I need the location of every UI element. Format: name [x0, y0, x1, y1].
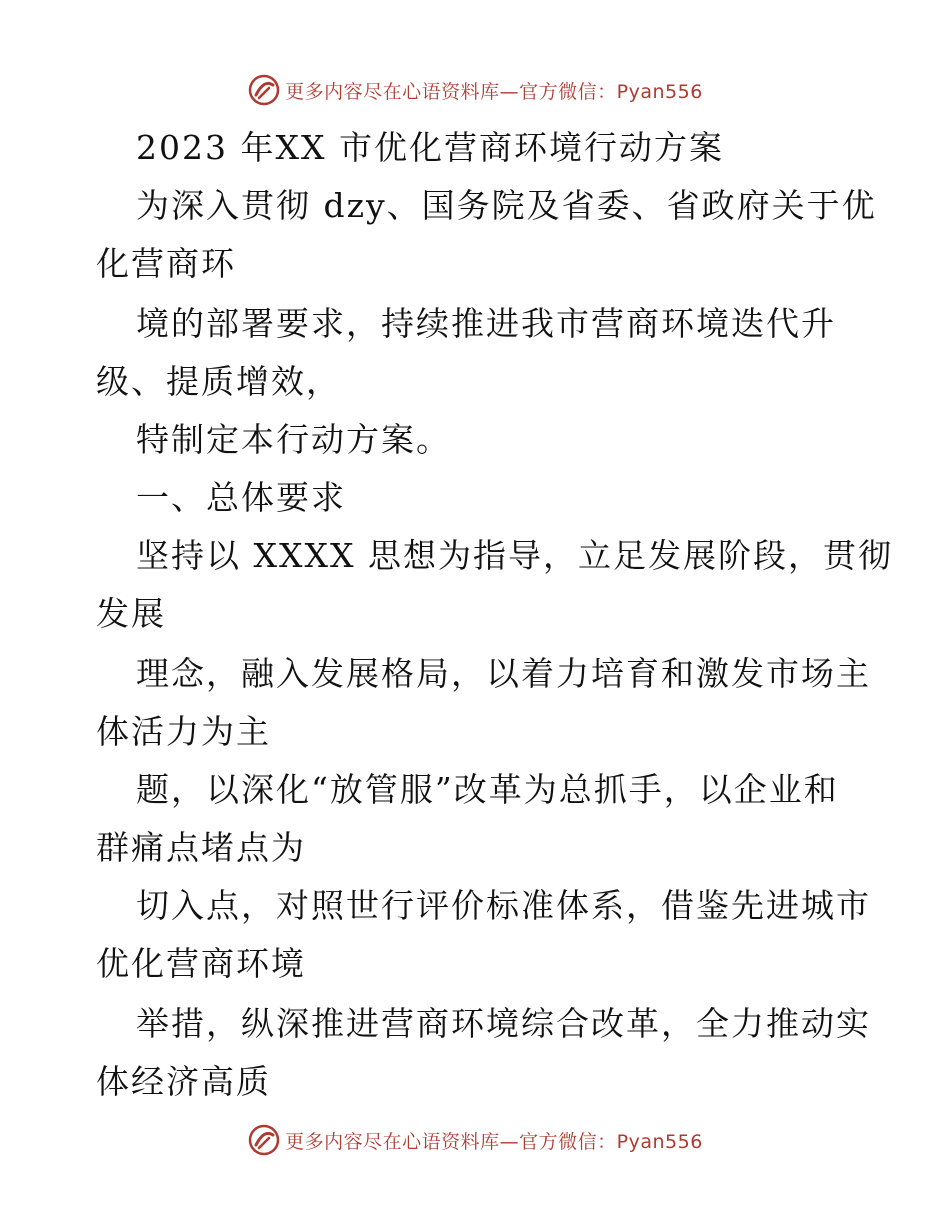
paragraph-line: 切入点，对照世行评价标准体系，借鉴先进城市 [136, 886, 871, 925]
paragraph-line: 坚持以 XXXX 思想为指导，立足发展阶段，贯彻 [136, 536, 893, 575]
paragraph-line: 发展 [96, 594, 166, 633]
watermark-header [0, 70, 950, 110]
watermark-footer [0, 1120, 950, 1160]
paragraph-line: 群痛点堵点为 [96, 828, 306, 867]
paragraph-line: 体经济高质 [96, 1062, 271, 1101]
watermark-text: 更多内容尽在心语资料库—官方微信：Pyan556 [285, 80, 703, 103]
paragraph-line: 题，以深化“放管服”改革为总抓手，以企业和 [136, 770, 839, 809]
brand-logo-icon [247, 1123, 281, 1157]
document-title: 2023 年XX 市优化营商环境行动方案 [136, 128, 724, 167]
paragraph-line: 体活力为主 [96, 712, 271, 751]
watermark-text: 更多内容尽在心语资料库—官方微信：Pyan556 [285, 1130, 703, 1153]
paragraph-line: 优化营商环境 [96, 944, 306, 983]
paragraph-line: 化营商环 [96, 244, 236, 283]
paragraph-line: 为深入贯彻 dzy、国务院及省委、省政府关于优 [136, 186, 877, 225]
section-heading: 一、总体要求 [136, 478, 346, 517]
paragraph-line: 级、提质增效， [96, 362, 341, 401]
paragraph-line: 举措，纵深推进营商环境综合改革，全力推动实 [136, 1004, 871, 1043]
paragraph-line: 特制定本行动方案。 [136, 420, 451, 459]
paragraph-line: 境的部署要求，持续推进我市营商环境迭代升 [136, 304, 836, 343]
brand-logo-icon [247, 73, 281, 107]
paragraph-line: 理念，融入发展格局，以着力培育和激发市场主 [136, 654, 871, 693]
